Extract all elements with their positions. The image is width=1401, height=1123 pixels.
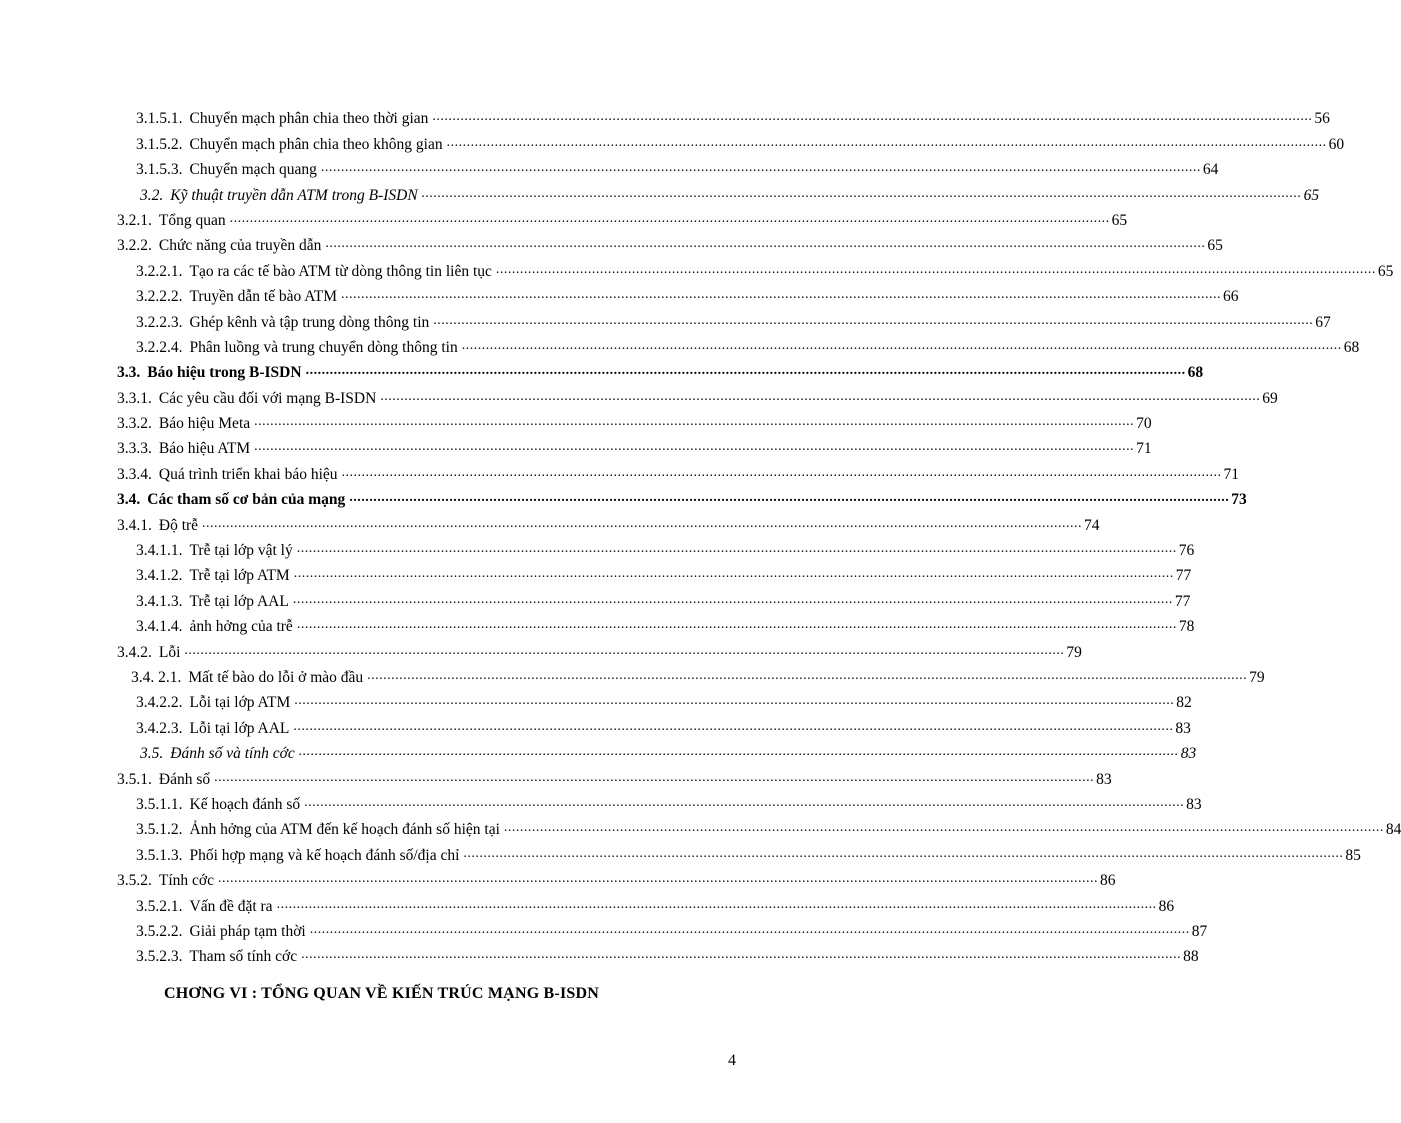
toc-entry-page: 84 bbox=[1385, 821, 1401, 839]
toc-entry-number: 3.5.1.2. bbox=[136, 821, 183, 839]
toc-entry bbox=[0, 255, 1394, 280]
toc-entry-number: 3.4.1.2. bbox=[136, 567, 183, 585]
dot-leader: ............................................................................................................................................................................................................................ bbox=[446, 134, 1327, 150]
toc-entry-title: Phối hợp mạng và kế hoạch đánh số/địa chỉ bbox=[189, 846, 460, 864]
toc-entry-number: 3.4.1.3. bbox=[136, 592, 183, 610]
dot-leader: ............................................................................................................................................................................................................................ bbox=[254, 439, 1135, 455]
toc-entry-title: Quá trình triển khai báo hiệu bbox=[158, 465, 338, 483]
dot-leader: ............................................................................................................................................................................................................................ bbox=[432, 109, 1313, 125]
toc-entry-page: 69 bbox=[1262, 389, 1278, 407]
toc-entry-title: Truyền dẫn tế bào ATM bbox=[189, 288, 338, 306]
toc-entry bbox=[0, 179, 1320, 204]
dot-leader: ............................................................................................................................................................................................................................ bbox=[341, 287, 1222, 303]
toc-entry-number: 3.1.5.3. bbox=[136, 161, 183, 179]
toc-entry-number: 3.2.2.3. bbox=[136, 313, 183, 331]
toc-entry-number: 3.3.3. bbox=[117, 440, 152, 458]
toc-entry-page: 73 bbox=[1231, 491, 1247, 509]
toc-entry-number: 3.4.2.2. bbox=[136, 694, 183, 712]
toc-entry-number: 3.4.2.3. bbox=[136, 719, 183, 737]
toc-entry-title: Kế hoạch đánh số bbox=[189, 795, 301, 813]
dot-leader: ............................................................................................................................................................................................................................ bbox=[301, 947, 1182, 963]
toc-entry-title: Giải pháp tạm thời bbox=[189, 922, 306, 940]
toc-entry bbox=[0, 941, 1199, 966]
toc-entry bbox=[0, 484, 1247, 509]
dot-leader: ............................................................................................................................................................................................................................ bbox=[293, 718, 1174, 734]
toc-entry-page: 66 bbox=[1223, 288, 1239, 306]
dot-leader: ............................................................................................................................................................................................................................ bbox=[463, 845, 1344, 861]
toc-entry-title: Tính cớc bbox=[158, 872, 214, 890]
toc-entry-number: 3.4.1. bbox=[117, 516, 152, 534]
dot-leader: ............................................................................................................................................................................................................................ bbox=[503, 820, 1384, 836]
toc-entry bbox=[0, 509, 1100, 534]
toc-entry-title: Đánh số và tính cớc bbox=[170, 745, 295, 763]
toc-entry-page: 77 bbox=[1175, 567, 1192, 585]
toc-entry-number: 3.5.2. bbox=[117, 872, 152, 890]
dot-leader: ............................................................................................................................................................................................................................ bbox=[184, 642, 1065, 658]
toc-entry bbox=[0, 230, 1223, 255]
toc-entry bbox=[0, 281, 1239, 306]
toc-entry bbox=[0, 560, 1192, 585]
toc-entry-page: 65 bbox=[1303, 186, 1320, 204]
toc-entry-page: 70 bbox=[1136, 415, 1152, 433]
toc-entry-page: 83 bbox=[1186, 795, 1202, 813]
toc-entry bbox=[0, 738, 1197, 763]
toc-entry-page: 71 bbox=[1223, 465, 1240, 483]
toc-entry-page: 87 bbox=[1191, 922, 1208, 940]
dot-leader: ............................................................................................................................................................................................................................ bbox=[254, 414, 1135, 430]
toc-entry-number: 3.5.2.3. bbox=[136, 948, 183, 966]
dot-leader: ............................................................................................................................................................................................................................ bbox=[367, 667, 1248, 683]
toc-entry bbox=[0, 332, 1360, 357]
toc-entry-title: Phân luồng và trung chuyển dòng thông tin bbox=[189, 338, 458, 356]
toc-entry bbox=[0, 154, 1219, 179]
toc-entry-number: 3.3.1. bbox=[117, 389, 152, 407]
toc-entry bbox=[0, 916, 1208, 941]
toc-entry bbox=[0, 814, 1401, 839]
dot-leader: ............................................................................................................................................................................................................................ bbox=[296, 541, 1177, 557]
toc-entry bbox=[0, 789, 1202, 814]
toc-entry-number: 3.2.1. bbox=[117, 211, 152, 229]
toc-entry-title: Kỹ thuật truyền dẫn ATM trong B-ISDN bbox=[170, 186, 418, 204]
dot-leader: ............................................................................................................................................................................................................................ bbox=[461, 337, 1342, 353]
toc-entry-number: 3.2.2.4. bbox=[136, 338, 183, 356]
toc-entry-page: 74 bbox=[1084, 516, 1100, 534]
toc-entry-title: Tham số tính cớc bbox=[189, 948, 298, 966]
toc-entry-number: 3.5.1. bbox=[117, 770, 152, 788]
toc-entry-number: 3.4. bbox=[117, 491, 141, 509]
dot-leader: ............................................................................................................................................................................................................................ bbox=[276, 896, 1157, 912]
toc-entry-page: 65 bbox=[1111, 211, 1128, 229]
toc-entry-number: 3.5.1.3. bbox=[136, 846, 183, 864]
toc-entry-title: Báo hiệu ATM bbox=[158, 440, 251, 458]
toc-entry bbox=[0, 458, 1240, 483]
toc-entry-page: 86 bbox=[1158, 897, 1175, 915]
page-number: 4 bbox=[728, 1052, 736, 1069]
toc-entry bbox=[0, 712, 1191, 737]
toc-entry bbox=[0, 687, 1192, 712]
toc-entry-page: 77 bbox=[1174, 592, 1191, 610]
toc-entry-title: Lỗi tại lớp AAL bbox=[189, 719, 290, 737]
toc-entry-page: 83 bbox=[1096, 770, 1112, 788]
toc-entry-number: 3.3.4. bbox=[117, 465, 152, 483]
toc-entry-title: Trễ tại lớp vật lý bbox=[189, 542, 293, 560]
dot-leader: ............................................................................................................................................................................................................................ bbox=[298, 744, 1179, 760]
dot-leader: ............................................................................................................................................................................................................................ bbox=[421, 185, 1302, 201]
toc-entry-page: 79 bbox=[1066, 643, 1082, 661]
dot-leader: ............................................................................................................................................................................................................................ bbox=[294, 693, 1175, 709]
dot-leader: ............................................................................................................................................................................................................................ bbox=[495, 261, 1376, 277]
toc-entry-title: Tạo ra các tế bào ATM từ dòng thông tin liên tục bbox=[189, 262, 492, 280]
toc-entry bbox=[0, 662, 1265, 687]
toc-entry-number: 3.2.2.2. bbox=[136, 288, 183, 306]
toc-entry bbox=[0, 865, 1116, 890]
toc-entry bbox=[0, 890, 1175, 915]
toc-entry bbox=[0, 585, 1191, 610]
toc-entry-number: 3.2. bbox=[140, 186, 164, 204]
toc-entry-number: 3.5.2.2. bbox=[136, 922, 183, 940]
toc-entry-number: 3.2.2.1. bbox=[136, 262, 183, 280]
dot-leader: ............................................................................................................................................................................................................................ bbox=[320, 160, 1201, 176]
toc-entry-title: Lỗi tại lớp ATM bbox=[189, 694, 291, 712]
toc-entry-number: 3.3.2. bbox=[117, 415, 152, 433]
toc-entry-number: 3.1.5.1. bbox=[136, 110, 183, 128]
toc-entry-page: 83 bbox=[1175, 719, 1191, 737]
chapter-heading: CHƠNG VI : TỔNG QUAN VỀ KIẾN TRÚC MẠNG B-ISDN bbox=[164, 985, 599, 1002]
dot-leader: ............................................................................................................................................................................................................................ bbox=[325, 236, 1206, 252]
dot-leader: ............................................................................................................................................................................................................................ bbox=[229, 210, 1110, 226]
toc-entry-title: Chuyển mạch phân chia theo không gian bbox=[189, 135, 443, 153]
dot-leader: ............................................................................................................................................................................................................................ bbox=[293, 566, 1174, 582]
toc-entry bbox=[0, 205, 1128, 230]
toc-entry-page: 65 bbox=[1377, 262, 1394, 280]
dot-leader: ............................................................................................................................................................................................................................ bbox=[304, 794, 1185, 810]
toc-entry bbox=[0, 433, 1152, 458]
toc-entry-page: 56 bbox=[1314, 110, 1330, 128]
toc-entry-number: 3.5.2.1. bbox=[136, 897, 183, 915]
dot-leader: ............................................................................................................................................................................................................................ bbox=[341, 464, 1222, 480]
toc-entry-number: 3.2.2. bbox=[117, 237, 152, 255]
toc-entry-page: 76 bbox=[1178, 542, 1195, 560]
toc-entry-title: ảnh hởng của trễ bbox=[189, 618, 293, 636]
toc-entry-title: Các yêu cầu đối với mạng B-ISDN bbox=[158, 389, 377, 407]
toc-entry bbox=[0, 382, 1278, 407]
toc-entry-title: Vấn đề đặt ra bbox=[189, 897, 273, 915]
toc-entry bbox=[0, 306, 1331, 331]
toc-entry-number: 3.4. 2.1. bbox=[131, 668, 182, 686]
toc-entry-title: Độ trễ bbox=[158, 516, 199, 534]
toc-entry bbox=[0, 535, 1195, 560]
toc-entry-page: 64 bbox=[1202, 161, 1219, 179]
toc-entry bbox=[0, 636, 1082, 661]
toc-entry-title: Trễ tại lớp AAL bbox=[189, 592, 289, 610]
dot-leader: ............................................................................................................................................................................................................................ bbox=[217, 871, 1098, 887]
toc-entry-number: 3.5.1.1. bbox=[136, 795, 183, 813]
toc-entry-title: Tổng quan bbox=[158, 211, 226, 229]
dot-leader: ............................................................................................................................................................................................................................ bbox=[202, 515, 1083, 531]
toc-entry-page: 65 bbox=[1207, 237, 1223, 255]
toc-entry-title: Chuyển mạch phân chia theo thời gian bbox=[189, 110, 429, 128]
toc-entry-page: 85 bbox=[1345, 846, 1361, 864]
toc-entry-number: 3.4.2. bbox=[117, 643, 152, 661]
toc-entry-title: Các tham số cơ bản của mạng bbox=[147, 491, 346, 509]
toc-entry-number: 3.4.1.4. bbox=[136, 618, 183, 636]
toc-entry-title: Báo hiệu trong B-ISDN bbox=[147, 364, 302, 382]
toc-entry-page: 67 bbox=[1315, 313, 1331, 331]
toc-entry-title: Ghép kênh và tập trung dòng thông tin bbox=[189, 313, 430, 331]
toc-entry bbox=[0, 408, 1152, 433]
dot-leader: ............................................................................................................................................................................................................................ bbox=[433, 312, 1314, 328]
toc-entry-page: 60 bbox=[1328, 135, 1345, 153]
toc-entry bbox=[0, 357, 1204, 382]
toc-entry bbox=[0, 763, 1112, 788]
dot-leader: ............................................................................................................................................................................................................................ bbox=[296, 617, 1177, 633]
toc-entry-title: Báo hiệu Meta bbox=[158, 415, 251, 433]
toc-entry-title: Mất tế bào do lỗi ở mào đầu bbox=[188, 668, 364, 686]
dot-leader: ............................................................................................................................................................................................................................ bbox=[305, 363, 1186, 379]
toc-entry-page: 86 bbox=[1099, 872, 1116, 890]
toc-entry-number: 3.5. bbox=[140, 745, 164, 763]
toc-entry bbox=[0, 128, 1345, 153]
toc-entry bbox=[0, 103, 1330, 128]
toc-entry-title: Chuyển mạch quang bbox=[189, 161, 317, 179]
toc-entry-page: 88 bbox=[1183, 948, 1199, 966]
toc-entry-title: Lỗi bbox=[158, 643, 181, 661]
toc-entry bbox=[0, 611, 1195, 636]
toc-entry-page: 68 bbox=[1187, 364, 1204, 382]
toc-entry-title: Trễ tại lớp ATM bbox=[189, 567, 290, 585]
table-of-contents bbox=[0, 103, 1401, 966]
toc-entry-page: 78 bbox=[1178, 618, 1195, 636]
dot-leader: ............................................................................................................................................................................................................................ bbox=[214, 769, 1095, 785]
dot-leader: ............................................................................................................................................................................................................................ bbox=[292, 591, 1173, 607]
toc-entry-page: 68 bbox=[1343, 338, 1360, 356]
dot-leader: ............................................................................................................................................................................................................................ bbox=[380, 388, 1261, 404]
toc-entry-page: 79 bbox=[1249, 668, 1265, 686]
toc-entry-number: 3.3. bbox=[117, 364, 141, 382]
dot-leader: ............................................................................................................................................................................................................................ bbox=[349, 490, 1230, 506]
toc-entry-page: 82 bbox=[1176, 694, 1192, 712]
toc-entry-number: 3.4.1.1. bbox=[136, 542, 183, 560]
toc-entry-title: Đánh số bbox=[158, 770, 211, 788]
toc-entry-title: Ảnh hởng của ATM đến kế hoạch đánh số hiện tại bbox=[189, 821, 500, 839]
toc-entry-page: 83 bbox=[1180, 745, 1197, 763]
toc-entry-number: 3.1.5.2. bbox=[136, 135, 183, 153]
toc-entry bbox=[0, 839, 1361, 864]
toc-entry-page: 71 bbox=[1136, 440, 1152, 458]
toc-entry-title: Chức năng của truyền dẫn bbox=[158, 237, 322, 255]
dot-leader: ............................................................................................................................................................................................................................ bbox=[309, 921, 1190, 937]
